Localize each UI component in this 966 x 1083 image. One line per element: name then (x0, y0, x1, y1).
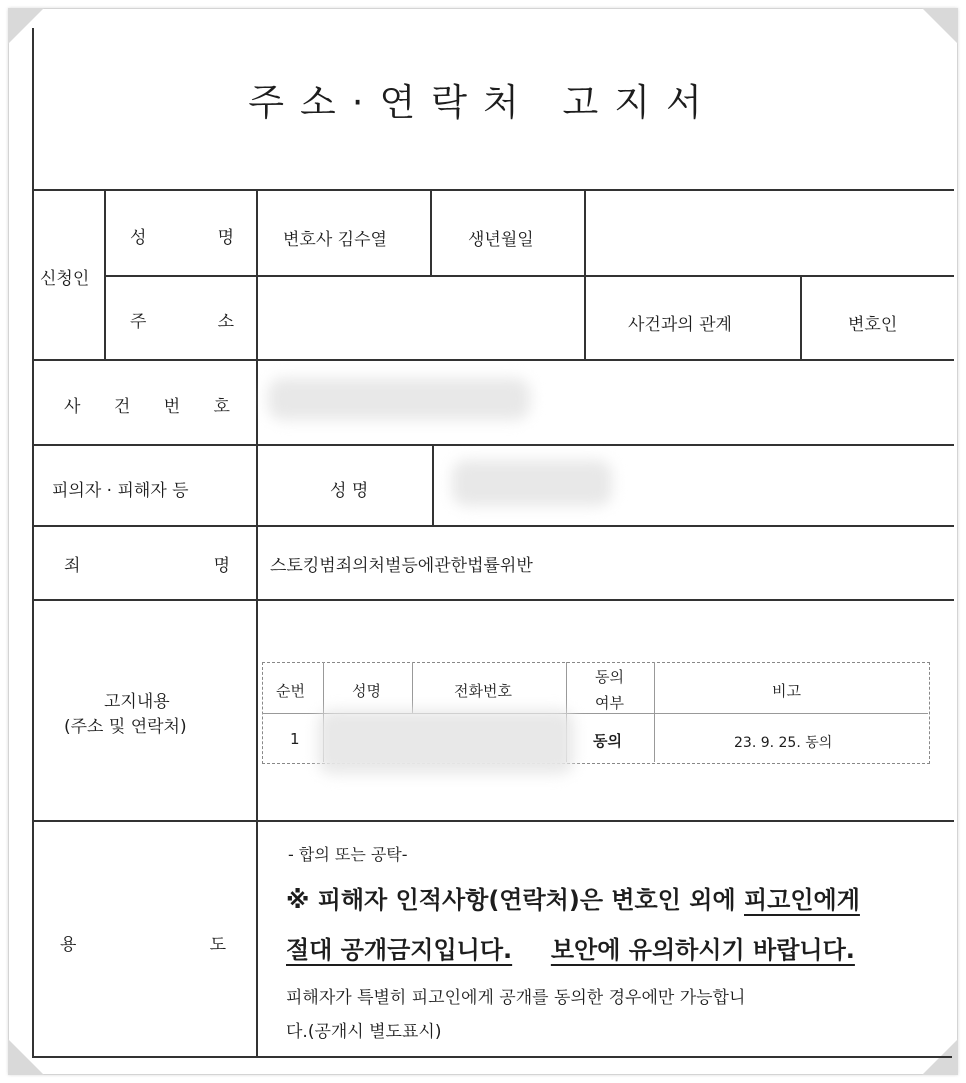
col-divider-party-name (432, 444, 434, 526)
charge-value: 스토킹범죄의처벌등에관한법률위반 (270, 556, 533, 576)
party-name-label: 성 명 (330, 481, 369, 501)
usage-label: 용 도 (60, 935, 226, 955)
usage-note-line2: 다.(공개시 별도표시) (286, 1022, 442, 1042)
notice-table-contact-redacted (318, 710, 574, 774)
row-divider-charge (32, 525, 954, 527)
notice-label-sub: (주소 및 연락처) (64, 717, 187, 737)
applicant-name-value: 변호사 김수열 (283, 230, 387, 250)
charge-label: 죄 명 (64, 556, 230, 576)
notice-table-col-divider (654, 662, 655, 762)
case-relation-value: 변호인 (848, 315, 898, 335)
case-number-label: 사 건 번 호 (64, 397, 230, 417)
usage-warning-emphasis: 피고인에게 (744, 886, 860, 914)
col-divider-applicant (104, 189, 106, 360)
usage-warning-prohibition: 절대 공개금지입니다. (286, 936, 513, 964)
col-divider-birth (584, 189, 586, 360)
notice-table-cell-consent: 동의 (593, 732, 622, 750)
usage-warning-security: 보안에 유의하시기 바랍니다. (550, 936, 855, 964)
left-border (32, 28, 34, 1058)
row-divider-notice (32, 599, 954, 601)
notice-table-header-consent: 동의 (595, 668, 624, 686)
notice-table-header-consent-sub: 여부 (595, 694, 624, 712)
usage-warning-line1 (286, 880, 860, 915)
notice-label: 고지내용 (104, 692, 170, 712)
notice-table-header-phone: 전화번호 (454, 682, 512, 700)
usage-warning-text: ※ 피해자 인적사항(연락처)은 변호인 외에 (286, 886, 744, 914)
corner-fold-top-left (8, 8, 44, 44)
case-relation-label: 사건과의 관계 (628, 315, 732, 335)
row-divider-usage (32, 820, 954, 822)
row-divider-applicant (104, 275, 954, 277)
row-divider-top (32, 189, 954, 191)
notice-table-header-note: 비고 (772, 682, 801, 700)
case-number-redacted (268, 378, 530, 420)
notice-table-header-seq: 순번 (276, 682, 305, 700)
notice-table-col-divider (412, 662, 413, 714)
row-divider-case (32, 359, 954, 361)
party-label: 피의자 · 피해자 등 (52, 481, 189, 501)
usage-note-line1: 피해자가 특별히 피고인에게 공개를 동의한 경우에만 가능합니 (286, 988, 746, 1008)
applicant-name-label: 성 명 (130, 228, 234, 248)
col-divider-relation (800, 275, 802, 360)
col-divider-name (430, 189, 432, 276)
usage-purpose: - 합의 또는 공탁- (288, 845, 408, 864)
notice-table-cell-seq: 1 (290, 730, 300, 748)
row-divider-party (32, 444, 954, 446)
usage-warning-line2 (286, 930, 855, 965)
applicant-section-label: 신청인 (40, 269, 90, 289)
document-title: 주소·연락처 고지서 (248, 81, 718, 124)
applicant-address-label: 주 소 (130, 312, 234, 332)
birth-date-label: 생년월일 (468, 230, 534, 250)
notice-table-header-name: 성명 (352, 682, 381, 700)
corner-fold-top-right (922, 8, 958, 44)
party-name-redacted (452, 460, 612, 506)
bottom-border (32, 1056, 952, 1058)
notice-table-cell-note: 23. 9. 25. 동의 (734, 735, 833, 751)
col-divider-label (256, 189, 258, 1057)
